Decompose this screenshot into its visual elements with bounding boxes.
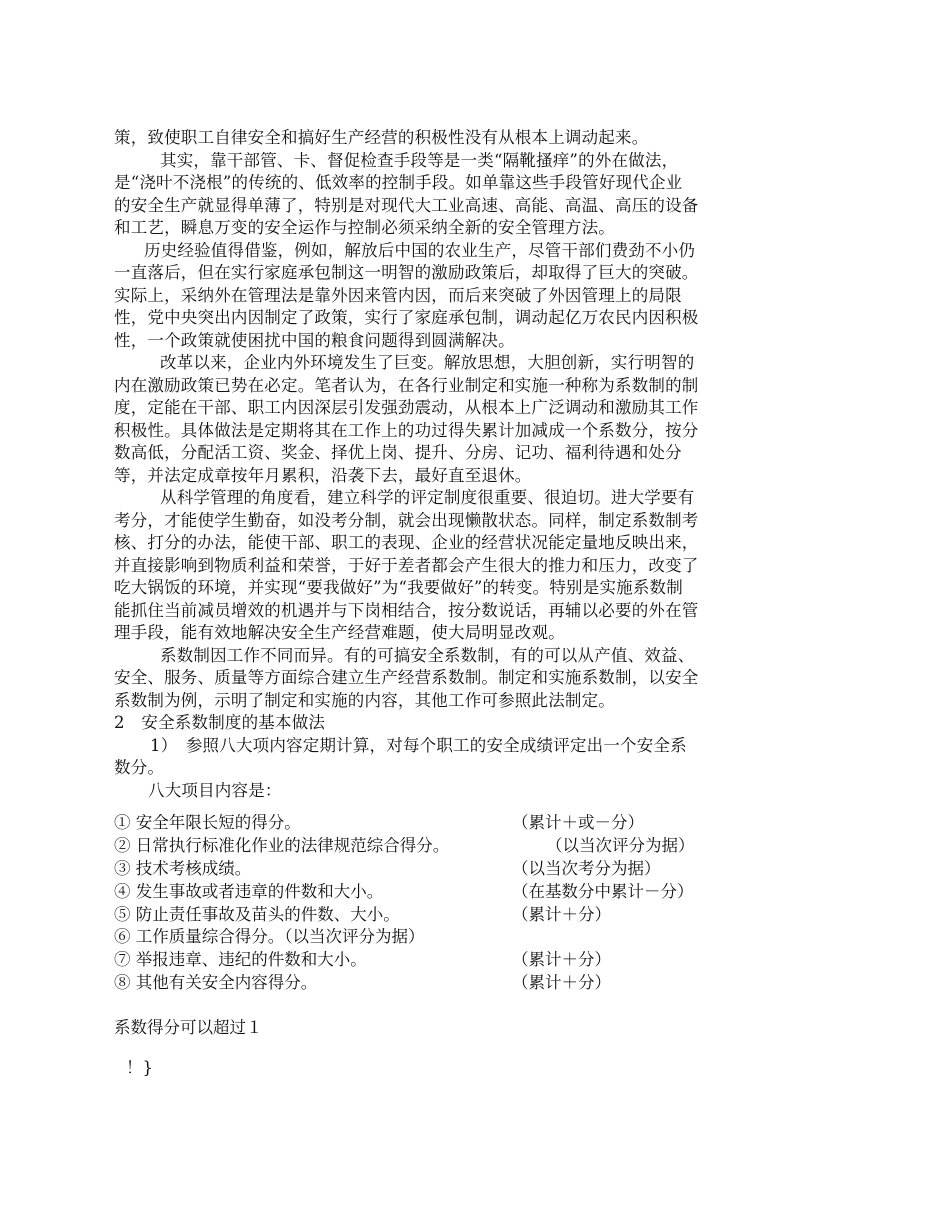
paragraph-line: 数分。 [114,758,165,777]
paragraph-line: 吃大锅饭的环境，并实现“要我做好”为“我要做好”的转变。特别是实施系数制 [114,578,683,597]
paragraph-line: 积极性。具体做法是定期将其在工作上的功过得失累计加减成一个系数分，按分 [114,420,699,440]
section-heading: 2 安全系数制度的基本做法 [114,713,326,732]
paragraph-line: 改革以来，企业内外环境发生了巨变。解放思想，大胆创新，实行明智的 [160,353,695,372]
paragraph-line: 安全、服务、质量等方面综合建立生产经营系数制。制定和实施系数制，以安全 [114,668,699,687]
list-item-label: ③ 技术考核成绩。 [114,858,252,878]
list-item-note: （以当次评分为据） [546,835,695,855]
list-item-note: （在基数分中累计－分） [512,881,694,901]
list-item [114,949,764,972]
footer-fragment: ！} [126,1058,153,1077]
paragraph-line: 内在激励政策已势在必定。笔者认为，在各行业制定和实施一种称为系数制的制 [114,375,699,395]
list-item-label: ⑥ 工作质量综合得分。（以当次评分为据） [114,927,425,947]
paragraph-line: 度，定能在干部、职工内因深层引发强劲震动，从根本上广泛调动和激励其工作 [114,398,699,417]
list-item [114,972,764,995]
list-intro: 八大项目内容是： [148,780,282,800]
list-item-label: ② 日常执行标准化作业的法律规范综合得分。 [114,835,450,855]
list-item-note: （累计＋或－分） [512,813,644,832]
list-item-label: ④ 发生事故或者违章的件数和大小。 [114,881,384,901]
paragraph-line: 历史经验值得借鉴，例如，解放后中国的农业生产，尽管干部们费劲不小仍 [144,240,696,260]
paragraph-line: 考分，才能使学生勤奋，如没考分制，就会出现懒散状态。同样，制定系数制考 [114,510,699,530]
paragraph-line: 能抓住当前减员增效的机遇并与下岗相结合，按分数说话，再辅以必要的外在管 [114,600,699,620]
paragraph-line: 等，并法定成章按年月累积，沿袭下去，最好直至退休。 [114,465,532,485]
list-item [114,812,764,835]
list-item-label: ⑤ 防止责任事故及苗头的件数、大小。 [114,904,400,924]
list-item-note: （累计＋分） [512,950,611,970]
paragraph-line: 核、打分的办法，能使干部、职工的表现、企业的经营状况能定量地反映出来， [114,533,699,552]
paragraph-line: 性，党中央突出内因制定了政策，实行了家庭承包制，调动起亿万农民内因积极 [114,308,699,327]
list-item [114,881,764,904]
paragraph-line: 1） 参照八大项内容定期计算，对每个职工的安全成绩评定出一个安全系 [150,735,687,755]
document-body [114,127,764,802]
list-item-note: （累计＋分） [512,904,611,924]
list-item-note: （以当次考分为据） [512,858,661,878]
list-item-note: （累计＋分） [512,973,611,993]
item-list [114,812,764,995]
list-item-label: ⑧ 其他有关安全内容得分。 [114,973,318,993]
list-item [114,858,764,881]
list-item [114,835,764,858]
list-item [114,926,764,949]
paragraph-line: 性，一个政策就使困扰中国的粮食问题得到圆满解决。 [114,330,515,350]
list-item-label: ⑦ 举报违章、违纪的件数和大小。 [114,950,367,970]
paragraph-line: 是“浇叶不浇根”的传统的、低效率的控制手段。如单靠这些手段管好现代企业 [114,173,683,192]
list-item [114,904,764,927]
paragraph-line: 系数制因工作不同而异。有的可搞安全系数制，有的可以从产值、效益、 [160,645,695,665]
paragraph-line: 系数制为例，示明了制定和实施的内容，其他工作可参照此法制定。 [114,690,615,710]
paragraph-line: 的安全生产就显得单薄了，特别是对现代大工业高速、高能、高温、高压的设备 [114,195,699,215]
paragraph-line: 从科学管理的角度看，建立科学的评定制度很重要、很迫切。进大学要有 [160,488,695,507]
paragraph-line: 策，致使职工自律安全和搞好生产经营的积极性没有从根本上调动起来。 [114,128,649,147]
paragraph-line: 并直接影响到物质利益和荣誉，于好于差者都会产生很大的推力和压力，改变了 [114,555,699,575]
footer-line: 系数得分可以超过１ [114,1018,263,1037]
list-item-label: ① 安全年限长短的得分。 [114,813,301,832]
paragraph-line: 和工艺，瞬息万变的安全运作与控制必须采纳全新的安全管理方法。 [114,218,615,237]
paragraph-line: 其实，靠干部管、卡、督促检查手段等是一类“隔靴搔痒”的外在做法， [160,150,679,170]
paragraph-line: 一直落后，但在实行家庭承包制这一明智的激励政策后，却取得了巨大的突破。 [114,263,699,282]
paragraph-line: 实际上，采纳外在管理法是靠外因来管内因，而后来突破了外因管理上的局限 [114,285,682,305]
paragraph-line: 数高低，分配活工资、奖金、择优上岗、提升、分房、记功、福利待遇和处分 [114,443,682,462]
paragraph-line: 理手段，能有效地解决安全生产经营难题，使大局明显改观。 [114,623,565,642]
